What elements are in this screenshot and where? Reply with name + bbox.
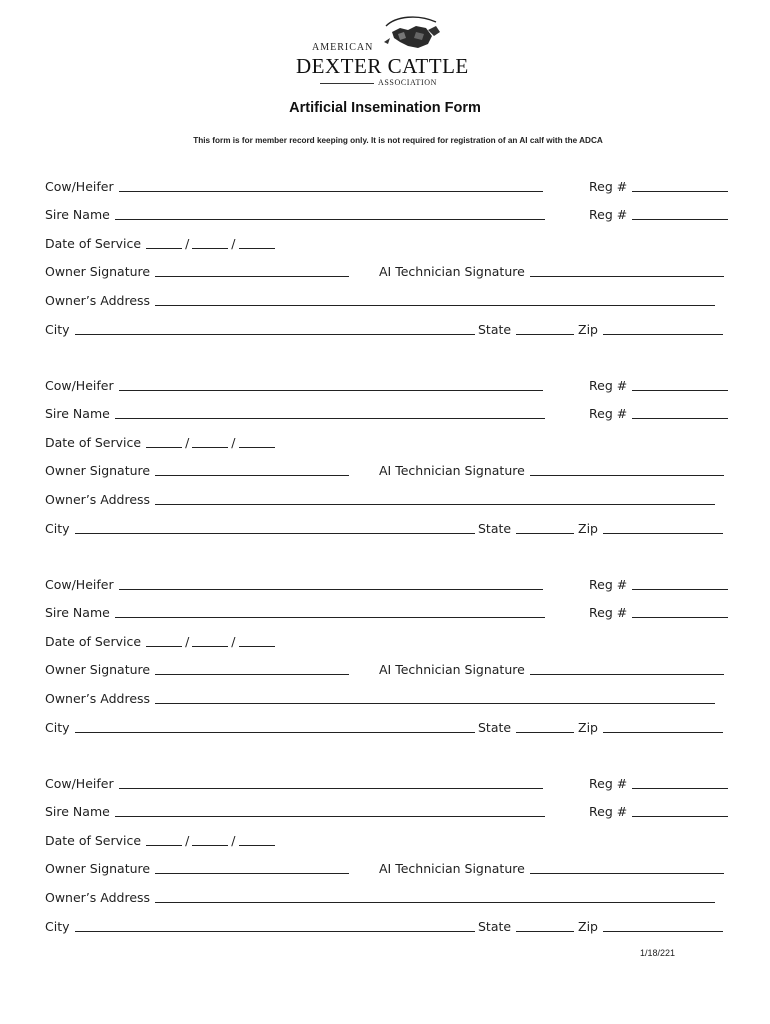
owner-signature-input[interactable] [155, 474, 349, 476]
cow-reg-field [589, 570, 728, 592]
owner-signature-label: Owner Signature [45, 463, 151, 478]
state-field [478, 912, 574, 934]
cattle-head-icon [378, 14, 448, 58]
city-field [45, 514, 475, 536]
owner-signature-input[interactable] [155, 275, 349, 277]
sire-name-field [45, 797, 545, 819]
ai-technician-signature-field [379, 655, 724, 677]
sire-name-input[interactable] [115, 616, 545, 618]
state-field [478, 713, 574, 735]
owner-signature-label: Owner Signature [45, 264, 151, 279]
record-row-city [0, 514, 770, 536]
city-field [45, 713, 475, 735]
service-year-input[interactable] [239, 645, 275, 647]
date-of-service-field [45, 428, 275, 450]
owner-signature-field [45, 257, 349, 279]
sire-reg-label: Reg # [589, 207, 628, 222]
owner-signature-field [45, 655, 349, 677]
ai-technician-signature-input[interactable] [530, 872, 724, 874]
zip-label: Zip [578, 322, 598, 337]
record-row-sire [0, 797, 770, 819]
zip-field [578, 713, 723, 735]
city-field [45, 912, 475, 934]
record-row-signatures [0, 655, 770, 677]
record-row-date [0, 229, 770, 251]
sire-reg-label: Reg # [589, 804, 628, 819]
owners-address-input[interactable] [155, 901, 715, 903]
revision-date: 1/18/221 [640, 948, 676, 958]
city-input[interactable] [75, 731, 475, 733]
sire-reg-field [589, 797, 728, 819]
sire-name-input[interactable] [115, 218, 545, 220]
owners-address-label: Owner’s Address [45, 293, 151, 308]
record-row-address [0, 684, 770, 706]
zip-field [578, 912, 723, 934]
logo-line-association: ASSOCIATION [378, 78, 438, 87]
record-row-cow [0, 570, 770, 592]
logo-line-dexter-cattle: DEXTER CATTLE [296, 54, 469, 78]
cow-reg-label: Reg # [589, 378, 628, 393]
state-field [478, 315, 574, 337]
record-row-date [0, 627, 770, 649]
sire-reg-input[interactable] [632, 417, 728, 419]
adca-logo [290, 14, 470, 90]
city-field [45, 315, 475, 337]
date-separator: / [231, 833, 236, 848]
date-of-service-field [45, 826, 275, 848]
cow-heifer-label: Cow/Heifer [45, 577, 114, 592]
owner-signature-input[interactable] [155, 872, 349, 874]
owners-address-label: Owner’s Address [45, 691, 151, 706]
record-row-city [0, 912, 770, 934]
cow-heifer-input[interactable] [119, 787, 543, 789]
owner-signature-field [45, 456, 349, 478]
service-day-input[interactable] [192, 844, 228, 846]
date-separator: / [231, 236, 236, 251]
service-year-input[interactable] [239, 446, 275, 448]
record-row-date [0, 826, 770, 848]
record-row-signatures [0, 854, 770, 876]
record-row-city [0, 713, 770, 735]
cow-reg-label: Reg # [589, 179, 628, 194]
city-label: City [45, 521, 70, 536]
owners-address-field [45, 883, 715, 905]
date-of-service-label: Date of Service [45, 435, 142, 450]
zip-field [578, 315, 723, 337]
cow-reg-field [589, 371, 728, 393]
state-label: State [478, 919, 512, 934]
owner-signature-label: Owner Signature [45, 861, 151, 876]
zip-input[interactable] [603, 532, 723, 534]
record-row-address [0, 883, 770, 905]
service-month-input[interactable] [146, 645, 182, 647]
sire-reg-field [589, 399, 728, 421]
logo-rule [320, 83, 374, 84]
state-input[interactable] [516, 532, 574, 534]
cow-heifer-field [45, 769, 543, 791]
cow-heifer-input[interactable] [119, 190, 543, 192]
record-row-signatures [0, 257, 770, 279]
owners-address-input[interactable] [155, 503, 715, 505]
sire-name-input[interactable] [115, 815, 545, 817]
record-row-cow [0, 769, 770, 791]
cow-reg-field [589, 769, 728, 791]
record-row-cow [0, 172, 770, 194]
record-row-date [0, 428, 770, 450]
date-of-service-label: Date of Service [45, 634, 142, 649]
owners-address-field [45, 485, 715, 507]
owner-signature-field [45, 854, 349, 876]
service-day-input[interactable] [192, 247, 228, 249]
sire-reg-label: Reg # [589, 605, 628, 620]
cow-reg-label: Reg # [589, 776, 628, 791]
cow-reg-label: Reg # [589, 577, 628, 592]
state-field [478, 514, 574, 536]
cow-heifer-field [45, 570, 543, 592]
cow-heifer-label: Cow/Heifer [45, 179, 114, 194]
cow-heifer-input[interactable] [119, 389, 543, 391]
service-month-input[interactable] [146, 247, 182, 249]
state-label: State [478, 720, 512, 735]
date-separator: / [185, 435, 190, 450]
ai-technician-signature-label: AI Technician Signature [379, 463, 525, 478]
date-separator: / [231, 634, 236, 649]
ai-technician-signature-field [379, 257, 724, 279]
sire-reg-input[interactable] [632, 616, 728, 618]
owners-address-label: Owner’s Address [45, 492, 151, 507]
sire-reg-field [589, 598, 728, 620]
city-label: City [45, 322, 70, 337]
sire-reg-label: Reg # [589, 406, 628, 421]
ai-technician-signature-input[interactable] [530, 474, 724, 476]
city-input[interactable] [75, 333, 475, 335]
date-of-service-label: Date of Service [45, 833, 142, 848]
cow-reg-input[interactable] [632, 588, 728, 590]
record-row-city [0, 315, 770, 337]
owners-address-input[interactable] [155, 702, 715, 704]
cow-heifer-input[interactable] [119, 588, 543, 590]
cow-heifer-label: Cow/Heifer [45, 378, 114, 393]
sire-reg-input[interactable] [632, 218, 728, 220]
sire-reg-field [589, 200, 728, 222]
city-input[interactable] [75, 930, 475, 932]
ai-technician-signature-field [379, 854, 724, 876]
record-row-sire [0, 598, 770, 620]
cow-heifer-label: Cow/Heifer [45, 776, 114, 791]
city-input[interactable] [75, 532, 475, 534]
ai-technician-signature-field [379, 456, 724, 478]
record-row-signatures [0, 456, 770, 478]
owners-address-label: Owner’s Address [45, 890, 151, 905]
state-label: State [478, 521, 512, 536]
zip-input[interactable] [603, 930, 723, 932]
service-month-input[interactable] [146, 844, 182, 846]
record-row-cow [0, 371, 770, 393]
sire-name-label: Sire Name [45, 605, 110, 620]
date-separator: / [185, 833, 190, 848]
date-separator: / [185, 634, 190, 649]
ai-technician-signature-input[interactable] [530, 673, 724, 675]
zip-label: Zip [578, 720, 598, 735]
city-label: City [45, 720, 70, 735]
sire-reg-input[interactable] [632, 815, 728, 817]
state-input[interactable] [516, 731, 574, 733]
owners-address-input[interactable] [155, 304, 715, 306]
sire-name-field [45, 200, 545, 222]
date-of-service-field [45, 229, 275, 251]
state-input[interactable] [516, 930, 574, 932]
page-subtitle: This form is for member record keeping only. It is not required for registration of an AI calf with the ADCA [193, 136, 603, 145]
service-day-input[interactable] [192, 645, 228, 647]
owners-address-field [45, 684, 715, 706]
sire-name-label: Sire Name [45, 406, 110, 421]
record-row-address [0, 485, 770, 507]
cow-reg-field [589, 172, 728, 194]
record-row-sire [0, 399, 770, 421]
cow-reg-input[interactable] [632, 190, 728, 192]
service-year-input[interactable] [239, 247, 275, 249]
date-separator: / [185, 236, 190, 251]
record-row-address [0, 286, 770, 308]
state-input[interactable] [516, 333, 574, 335]
sire-name-input[interactable] [115, 417, 545, 419]
cow-heifer-field [45, 371, 543, 393]
date-of-service-label: Date of Service [45, 236, 142, 251]
owner-signature-label: Owner Signature [45, 662, 151, 677]
zip-label: Zip [578, 521, 598, 536]
date-separator: / [231, 435, 236, 450]
service-month-input[interactable] [146, 446, 182, 448]
page-title: Artificial Insemination Form [289, 100, 481, 116]
ai-technician-signature-label: AI Technician Signature [379, 264, 525, 279]
date-of-service-field [45, 627, 275, 649]
record-row-sire [0, 200, 770, 222]
zip-input[interactable] [603, 333, 723, 335]
state-label: State [478, 322, 512, 337]
zip-label: Zip [578, 919, 598, 934]
zip-field [578, 514, 723, 536]
city-label: City [45, 919, 70, 934]
zip-input[interactable] [603, 731, 723, 733]
ai-technician-signature-label: AI Technician Signature [379, 662, 525, 677]
owners-address-field [45, 286, 715, 308]
sire-name-field [45, 399, 545, 421]
sire-name-label: Sire Name [45, 207, 110, 222]
service-day-input[interactable] [192, 446, 228, 448]
cow-heifer-field [45, 172, 543, 194]
sire-name-label: Sire Name [45, 804, 110, 819]
cow-reg-input[interactable] [632, 389, 728, 391]
sire-name-field [45, 598, 545, 620]
owner-signature-input[interactable] [155, 673, 349, 675]
ai-technician-signature-input[interactable] [530, 275, 724, 277]
logo-line-american: AMERICAN [312, 42, 374, 53]
service-year-input[interactable] [239, 844, 275, 846]
ai-technician-signature-label: AI Technician Signature [379, 861, 525, 876]
cow-reg-input[interactable] [632, 787, 728, 789]
